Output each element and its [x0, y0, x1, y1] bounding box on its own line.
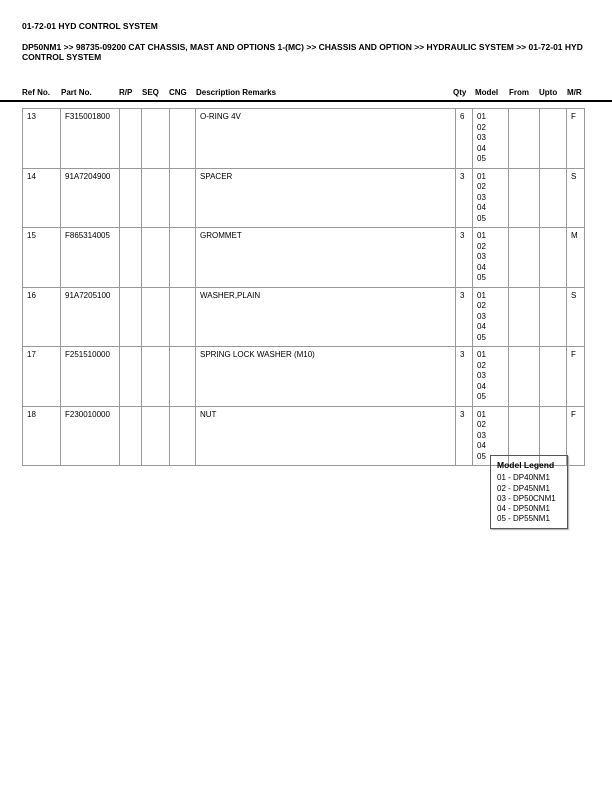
- cell-model: [473, 109, 509, 169]
- cell-from: [509, 109, 540, 169]
- cell-from: [509, 287, 540, 347]
- cell-rp: [120, 287, 142, 347]
- cell-ref: 17: [23, 347, 61, 407]
- model-code: 05: [477, 392, 486, 401]
- header-seq: SEQ: [142, 88, 159, 97]
- model-code: 01: [477, 350, 486, 359]
- cell-seq: [142, 228, 170, 288]
- parts-table: [22, 108, 585, 466]
- cell-cng: [170, 406, 196, 466]
- model-code: 04: [477, 381, 486, 391]
- header-mr: M/R: [567, 88, 582, 97]
- breadcrumb: DP50NM1 >> 98735-09200 CAT CHASSIS, MAST AND OPTIONS 1-(MC) >> CHASSIS AND OPTION >> HYDRAULIC SYSTEM >> 01-72-01 HYD CONTROL SYSTEM: [22, 42, 583, 62]
- cell-desc: SPACER: [196, 168, 456, 228]
- cell-cng: [170, 347, 196, 407]
- cell-upto: [540, 347, 567, 407]
- cell-mr: F: [567, 109, 585, 169]
- cell-part: F230010000: [61, 406, 120, 466]
- cell-qty: 6: [456, 109, 473, 169]
- model-code: 05: [477, 451, 486, 461]
- model-code: 02: [477, 420, 486, 429]
- cell-cng: [170, 168, 196, 228]
- header-qty: Qty: [453, 88, 467, 97]
- cell-desc: SPRING LOCK WASHER (M10): [196, 347, 456, 407]
- table-row: [23, 347, 585, 407]
- table-row: [23, 228, 585, 288]
- model-code: 04: [477, 143, 486, 153]
- legend-title: Model Legend: [497, 460, 555, 470]
- cell-upto: [540, 228, 567, 288]
- header-cng: CNG: [169, 88, 187, 97]
- cell-seq: [142, 347, 170, 407]
- cell-qty: 3: [456, 287, 473, 347]
- model-code: 01: [477, 290, 486, 300]
- cell-mr: F: [567, 347, 585, 407]
- header-part: Part No.: [61, 88, 92, 97]
- table-row: [23, 168, 585, 228]
- legend-item: 04 - DP50NM1: [497, 504, 550, 514]
- model-code: 03: [477, 252, 486, 261]
- cell-seq: [142, 168, 170, 228]
- model-code: 02: [477, 360, 486, 370]
- model-code: 02: [477, 122, 486, 132]
- cell-seq: [142, 109, 170, 169]
- header-from: From: [509, 88, 529, 97]
- header-ref: Ref No.: [22, 88, 50, 97]
- model-code: 01: [477, 231, 486, 240]
- cell-mr: S: [567, 287, 585, 347]
- cell-upto: [540, 109, 567, 169]
- cell-model: [473, 287, 509, 347]
- cell-qty: 3: [456, 168, 473, 228]
- cell-ref: 15: [23, 228, 61, 288]
- model-code: 03: [477, 311, 486, 321]
- table-row: [23, 287, 585, 347]
- cell-seq: [142, 406, 170, 466]
- model-code: 04: [477, 203, 486, 212]
- cell-qty: 3: [456, 347, 473, 407]
- model-code: 02: [477, 182, 486, 191]
- cell-mr: M: [567, 228, 585, 288]
- model-code: 03: [477, 371, 486, 380]
- cell-desc: GROMMET: [196, 228, 456, 288]
- cell-ref: 18: [23, 406, 61, 466]
- cell-mr: S: [567, 168, 585, 228]
- cell-desc: O-RING 4V: [196, 109, 456, 169]
- cell-desc: WASHER,PLAIN: [196, 287, 456, 347]
- cell-model: [473, 347, 509, 407]
- cell-from: [509, 347, 540, 407]
- model-code: 02: [477, 301, 486, 310]
- legend-item: 02 - DP45NM1: [497, 483, 550, 493]
- legend-item: 01 - DP40NM1: [497, 473, 550, 483]
- cell-part: F865314005: [61, 228, 120, 288]
- cell-ref: 13: [23, 109, 61, 169]
- cell-seq: [142, 287, 170, 347]
- cell-rp: [120, 406, 142, 466]
- cell-cng: [170, 287, 196, 347]
- model-code: 04: [477, 441, 486, 450]
- legend-item: 05 - DP55NM1: [497, 514, 550, 524]
- page-title: 01-72-01 HYD CONTROL SYSTEM: [22, 21, 158, 31]
- model-code: 01: [477, 112, 486, 121]
- table-header: [0, 86, 612, 102]
- model-code: 03: [477, 133, 486, 142]
- model-code: 04: [477, 262, 486, 272]
- model-code: 04: [477, 322, 486, 331]
- model-code: 03: [477, 430, 486, 440]
- header-upto: Upto: [539, 88, 558, 97]
- model-code: 05: [477, 332, 486, 342]
- cell-qty: 3: [456, 228, 473, 288]
- cell-mr: F: [567, 406, 585, 466]
- model-code: 05: [477, 213, 486, 223]
- model-code: 02: [477, 241, 486, 251]
- cell-part: 91A7204900: [61, 168, 120, 228]
- cell-rp: [120, 109, 142, 169]
- legend-item: 03 - DP50CNM1: [497, 493, 556, 503]
- cell-part: 91A7205100: [61, 287, 120, 347]
- cell-cng: [170, 109, 196, 169]
- table-row: [23, 109, 585, 169]
- cell-model: [473, 228, 509, 288]
- cell-upto: [540, 168, 567, 228]
- cell-ref: 16: [23, 287, 61, 347]
- cell-rp: [120, 228, 142, 288]
- model-code: 01: [477, 409, 486, 419]
- header-model: Model: [475, 88, 499, 97]
- model-code: 05: [477, 273, 486, 282]
- cell-model: [473, 168, 509, 228]
- cell-qty: 3: [456, 406, 473, 466]
- model-legend: [490, 455, 568, 529]
- cell-from: [509, 228, 540, 288]
- model-code: 03: [477, 192, 486, 202]
- cell-desc: NUT: [196, 406, 456, 466]
- model-code: 05: [477, 154, 486, 163]
- cell-ref: 14: [23, 168, 61, 228]
- cell-rp: [120, 168, 142, 228]
- cell-part: F251510000: [61, 347, 120, 407]
- header-rp: R/P: [119, 88, 133, 97]
- model-code: 01: [477, 171, 486, 181]
- cell-cng: [170, 228, 196, 288]
- cell-rp: [120, 347, 142, 407]
- header-desc: Description Remarks: [196, 88, 277, 97]
- cell-part: F315001800: [61, 109, 120, 169]
- cell-upto: [540, 287, 567, 347]
- cell-from: [509, 168, 540, 228]
